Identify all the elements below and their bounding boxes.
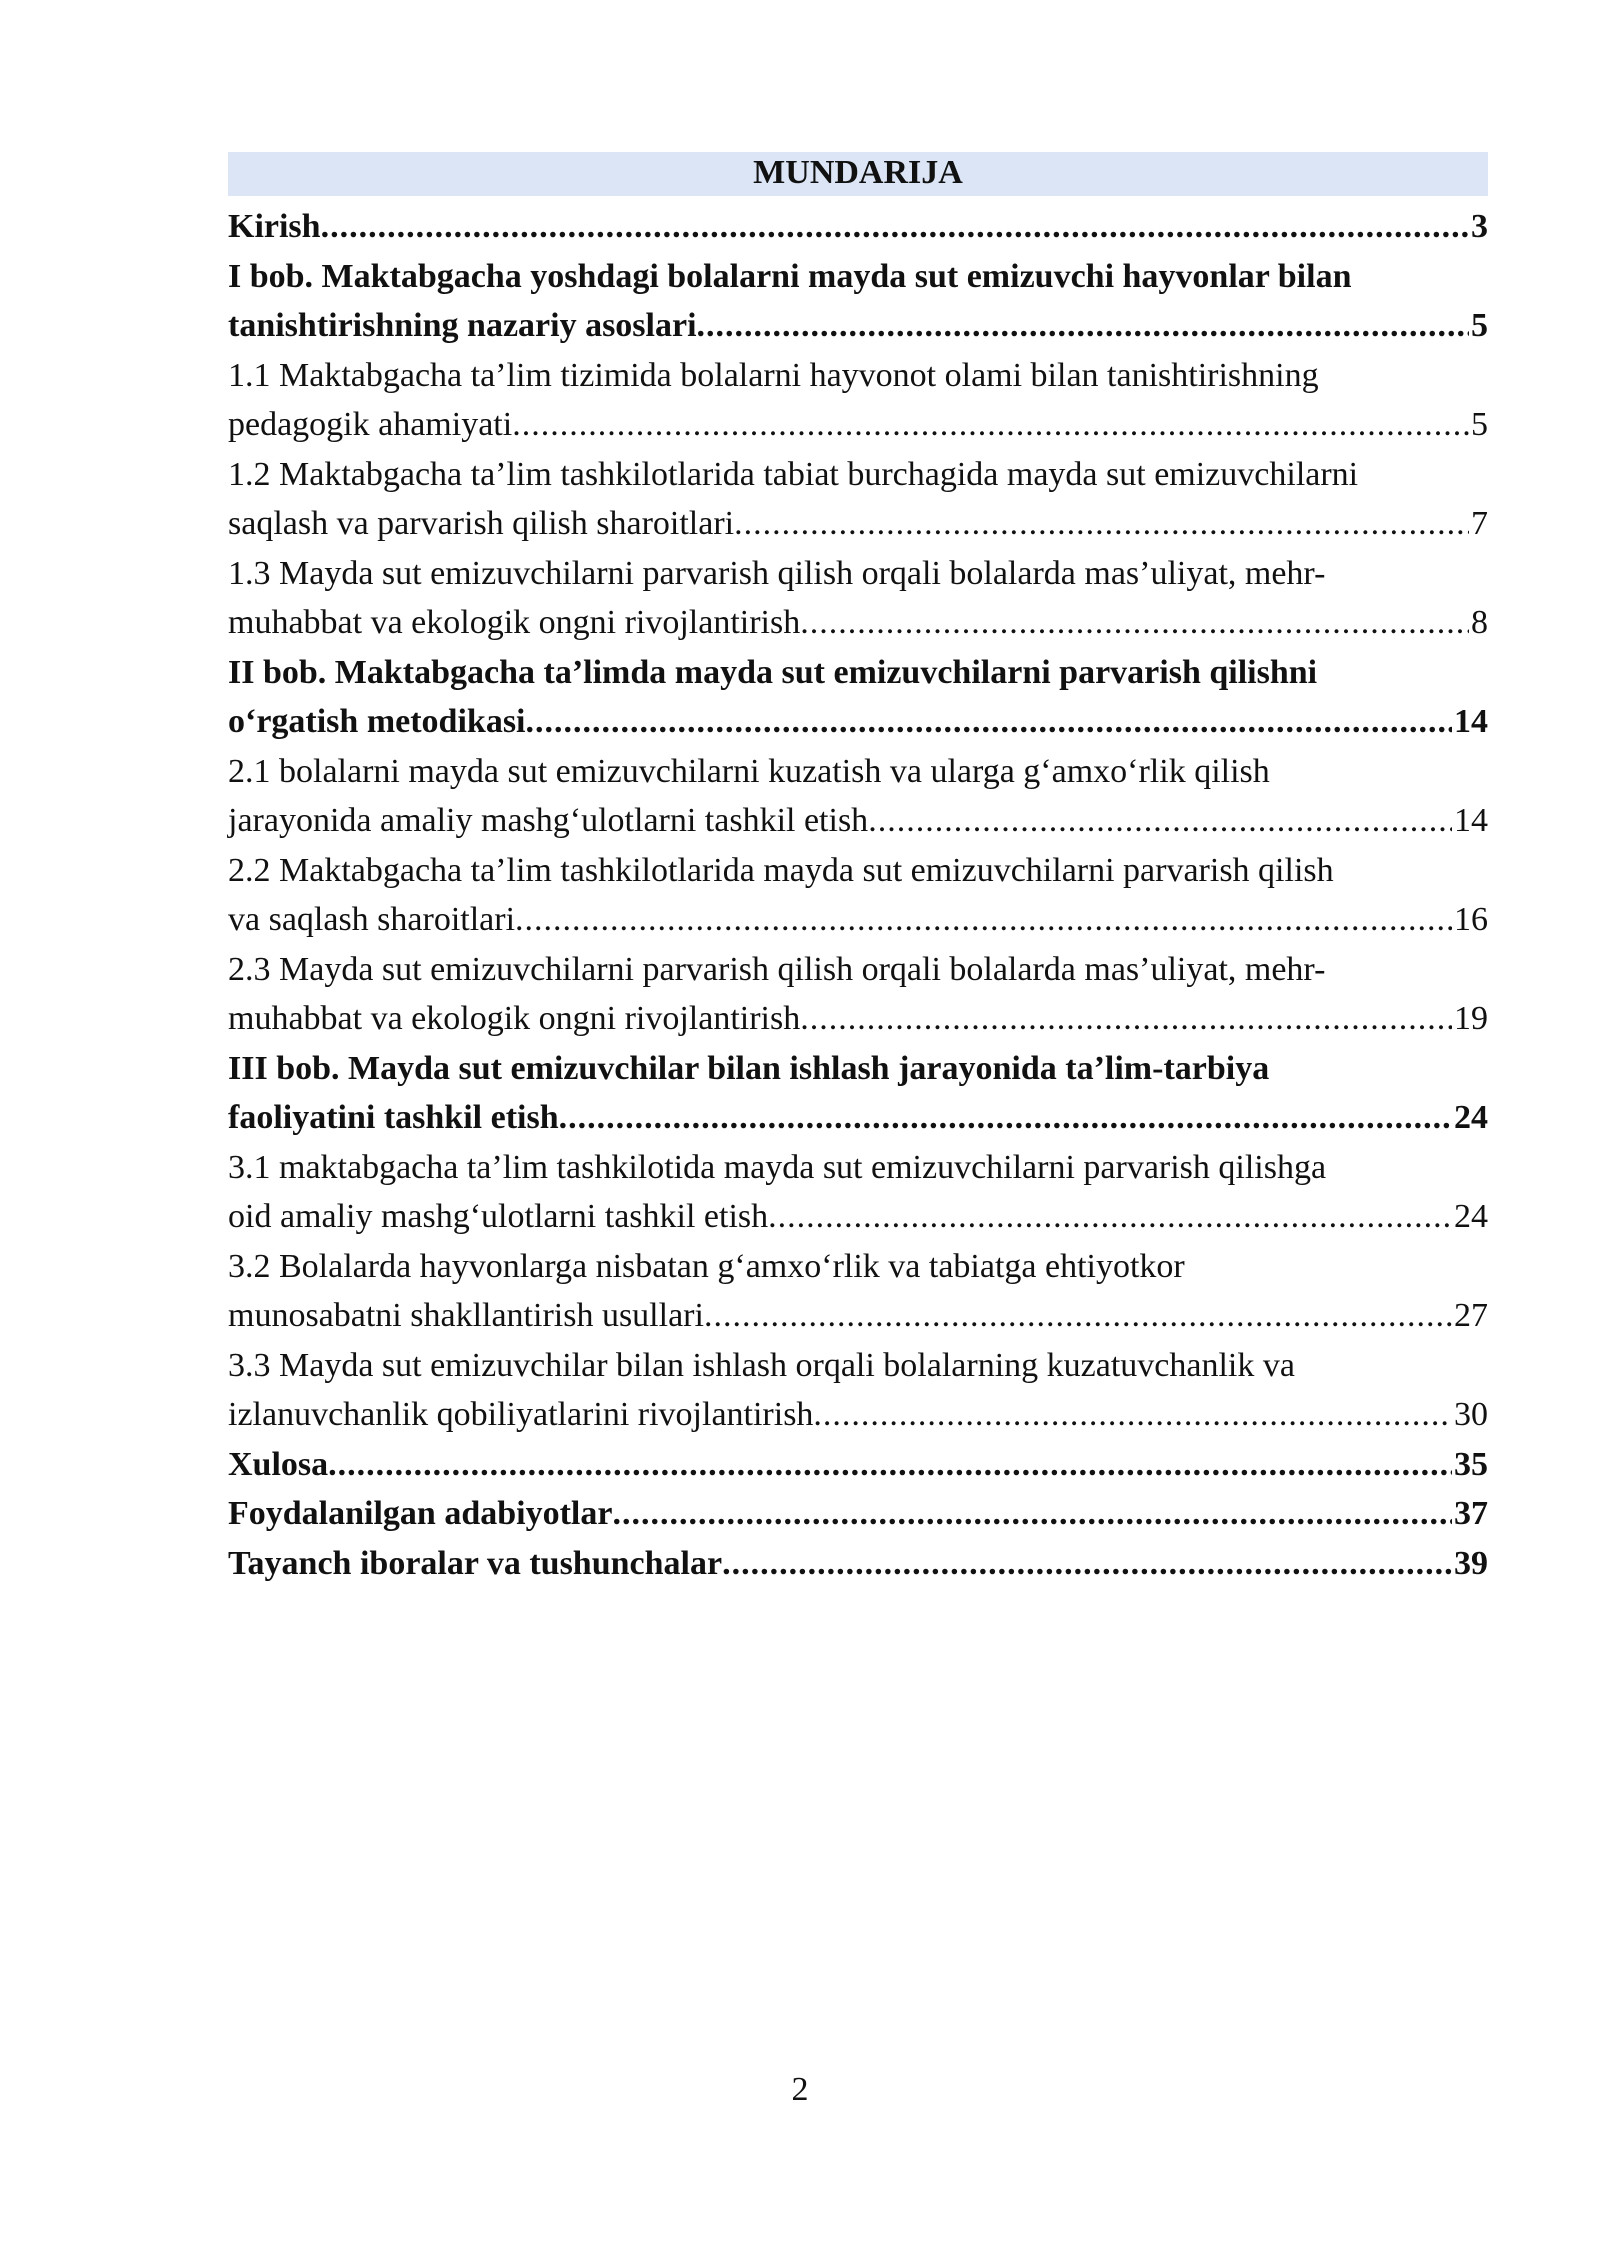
toc-entry-page: 19	[1454, 1000, 1488, 1037]
toc-entry-page: 24	[1454, 1198, 1488, 1235]
page-number: 2	[791, 2071, 809, 2108]
toc-entries	[228, 202, 1488, 1588]
toc-entry[interactable]	[228, 549, 1488, 648]
toc-entry-text: saqlash va parvarish qilish sharoitlari	[228, 505, 735, 542]
toc-entry-line: II bob. Maktabgacha ta’limda mayda sut emizuvchilarni parvarish qilishni	[228, 653, 1318, 691]
toc-entry-last-line	[228, 1291, 1488, 1341]
dot-leader	[868, 796, 1452, 846]
toc-entry-line: 2.2 Maktabgacha ta’lim tashkilotlarida mayda sut emizuvchilarni parvarish qilish	[228, 851, 1334, 889]
dot-leader	[813, 1390, 1452, 1440]
toc-entry-line: 1.1 Maktabgacha ta’lim tizimida bolalarni hayvonot olami bilan tanishtirishning	[228, 356, 1319, 394]
toc-entry-text: va saqlash sharoitlari	[228, 901, 516, 938]
toc-entry[interactable]	[228, 1489, 1488, 1539]
toc-entry-text: o‘rgatish metodikasi	[228, 703, 526, 740]
toc-title: MUNDARIJA	[228, 152, 1488, 196]
toc-entry-text: izlanuvchanlik qobiliyatlarini rivojlantirish	[228, 1396, 814, 1433]
toc-entry-page: 5	[1471, 406, 1488, 443]
toc-entry-text: muhabbat va ekologik ongni rivojlantirish	[228, 1000, 801, 1037]
toc-entry-line: 1.2 Maktabgacha ta’lim tashkilotlarida tabiat burchagida mayda sut emizuvchilarni	[228, 455, 1359, 493]
toc-entry-last-line	[228, 895, 1488, 945]
toc-entry[interactable]	[228, 1341, 1488, 1440]
toc-entry-line: I bob. Maktabgacha yoshdagi bolalarni mayda sut emizuvchi hayvonlar bilan	[228, 257, 1352, 295]
toc-entry-page: 7	[1471, 505, 1488, 542]
dot-leader	[800, 598, 1469, 648]
toc-entry-last-line	[228, 400, 1488, 450]
toc-entry[interactable]	[228, 945, 1488, 1044]
dot-leader	[328, 1440, 1452, 1490]
toc-entry[interactable]	[228, 1044, 1488, 1143]
toc-entry-page: 14	[1454, 802, 1488, 839]
toc-entry-page: 39	[1454, 1544, 1488, 1582]
dot-leader	[512, 400, 1469, 450]
toc-entry-page: 37	[1454, 1495, 1488, 1532]
toc-entry-last-line	[228, 1093, 1488, 1143]
dot-leader	[515, 895, 1452, 945]
toc-entry-page: 3	[1471, 208, 1488, 245]
toc-entry-last-line	[228, 796, 1488, 846]
toc-entry-last-line	[228, 1539, 1488, 1589]
toc-entry[interactable]	[228, 1539, 1488, 1589]
toc-entry-last-line	[228, 301, 1488, 351]
toc-entry-text: munosabatni shakllantirish usullari	[228, 1297, 704, 1334]
toc-entry-text: Foydalanilgan adabiyotlar	[228, 1495, 613, 1532]
toc-entry-line: 2.3 Mayda sut emizuvchilarni parvarish qilish orqali bolalarda mas’uliyat, mehr-	[228, 950, 1326, 988]
toc-entry-text: tanishtirishning nazariy asoslari	[228, 307, 697, 344]
toc-entry-last-line	[228, 1489, 1488, 1539]
toc-entry-text: faoliyatini tashkil etish	[228, 1099, 559, 1136]
toc-entry-last-line	[228, 1192, 1488, 1242]
toc-entry-line: 3.1 maktabgacha ta’lim tashkilotida mayda sut emizuvchilarni parvarish qilishga	[228, 1148, 1327, 1186]
dot-leader	[612, 1489, 1452, 1539]
toc-entry-text: Kirish	[228, 208, 321, 245]
toc-entry-last-line	[228, 499, 1488, 549]
toc-entry-line: 3.3 Mayda sut emizuvchilar bilan ishlash orqali bolalarning kuzatuvchanlik va	[228, 1346, 1295, 1384]
toc-entry-text: Tayanch iboralar va tushunchalar	[228, 1544, 723, 1582]
toc-entry-text: muhabbat va ekologik ongni rivojlantirish	[228, 604, 801, 641]
toc-entry-last-line	[228, 1440, 1488, 1490]
toc-entry-line: 3.2 Bolalarda hayvonlarga nisbatan g‘amxo‘rlik va tabiatga ehtiyotkor	[228, 1247, 1185, 1285]
toc-entry-last-line	[228, 697, 1488, 747]
toc-entry-last-line	[228, 202, 1488, 252]
toc-entry[interactable]	[228, 252, 1488, 351]
dot-leader	[734, 499, 1469, 549]
toc-entry[interactable]	[228, 846, 1488, 945]
toc-entry[interactable]	[228, 1440, 1488, 1490]
toc-entry-page: 24	[1454, 1099, 1488, 1136]
toc-entry-page: 35	[1454, 1445, 1488, 1483]
toc-entry[interactable]	[228, 1143, 1488, 1242]
dot-leader	[697, 301, 1469, 351]
toc-entry-line: III bob. Mayda sut emizuvchilar bilan ishlash jarayonida ta’lim-tarbiya	[228, 1049, 1270, 1087]
toc-entry-text: oid amaliy mashg‘ulotlarni tashkil etish	[228, 1198, 769, 1235]
toc-entry[interactable]	[228, 450, 1488, 549]
toc-entry-page: 27	[1454, 1297, 1488, 1334]
dot-leader	[704, 1291, 1452, 1341]
dot-leader	[768, 1192, 1452, 1242]
toc-entry-line: 1.3 Mayda sut emizuvchilarni parvarish qilish orqali bolalarda mas’uliyat, mehr-	[228, 554, 1326, 592]
toc-entry[interactable]	[228, 351, 1488, 450]
toc-entry-line: 2.1 bolalarni mayda sut emizuvchilarni kuzatish va ularga g‘amxo‘rlik qilish	[228, 752, 1270, 790]
toc-entry[interactable]	[228, 202, 1488, 252]
dot-leader	[800, 994, 1452, 1044]
dot-leader	[526, 697, 1453, 747]
toc-entry-page: 16	[1454, 901, 1488, 938]
toc-entry-text: pedagogik ahamiyati	[228, 406, 513, 443]
toc-entry-page: 30	[1454, 1396, 1488, 1433]
toc-entry-text: Xulosa	[228, 1445, 329, 1483]
toc-entry[interactable]	[228, 1242, 1488, 1341]
toc-entry-text: jarayonida amaliy mashg‘ulotlarni tashkil etish	[228, 802, 869, 839]
dot-leader	[559, 1093, 1452, 1143]
toc-entry[interactable]	[228, 747, 1488, 846]
toc-entry-page: 8	[1471, 604, 1488, 641]
toc-entry[interactable]	[228, 648, 1488, 747]
toc-entry-page: 14	[1454, 703, 1488, 740]
table-of-contents	[228, 152, 1488, 1588]
toc-entry-page: 5	[1471, 307, 1488, 344]
dot-leader	[321, 202, 1469, 252]
toc-entry-last-line	[228, 994, 1488, 1044]
dot-leader	[722, 1539, 1452, 1589]
toc-entry-last-line	[228, 598, 1488, 648]
toc-entry-last-line	[228, 1390, 1488, 1440]
